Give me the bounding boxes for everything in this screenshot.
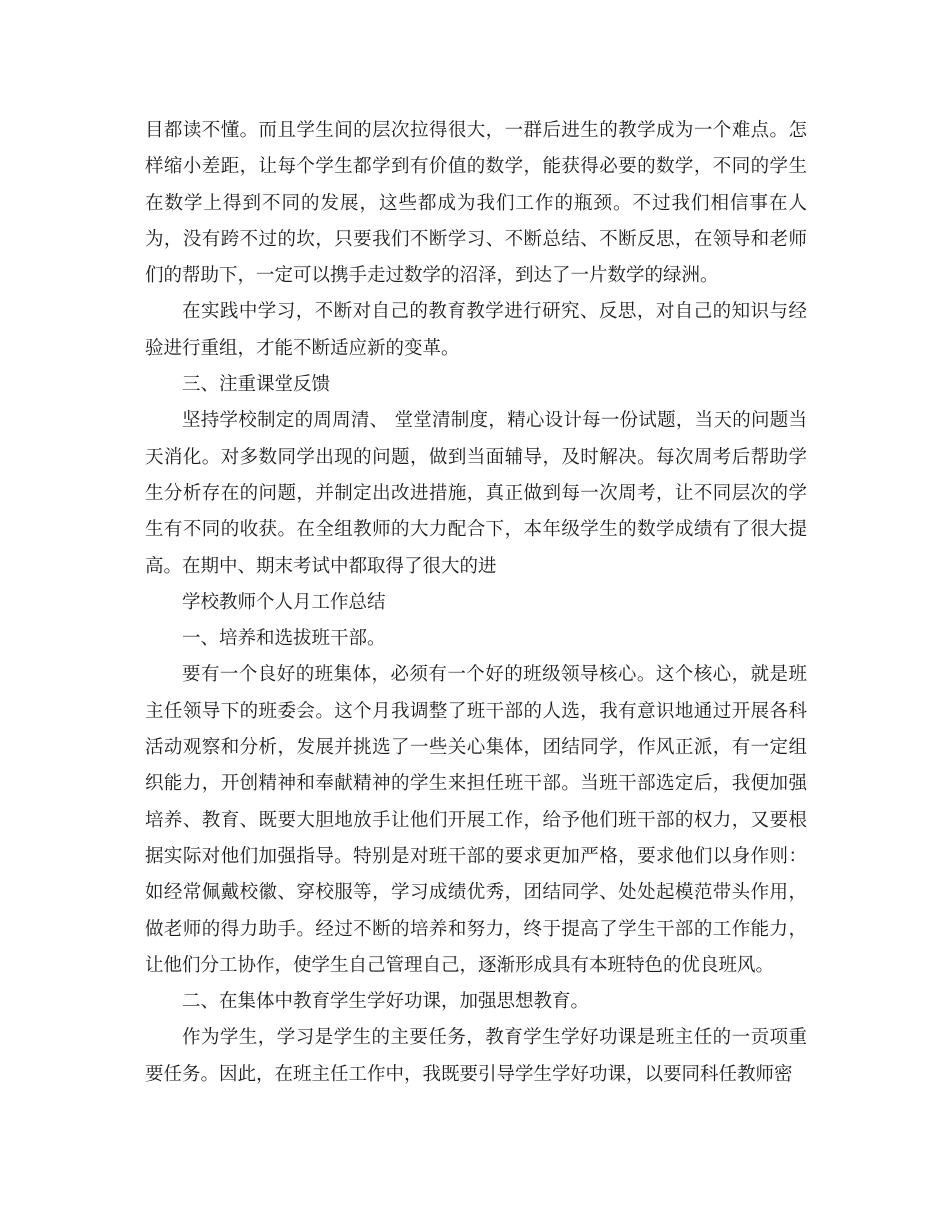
- section-heading: 一、培养和选拔班干部。: [182, 628, 386, 650]
- paragraph: 作为学生，学习是学生的主要任务，教育学生学好功课是班主任的一贡项重要任务。因此，在班主任工作中，我既要引导学生学好功课，以要同科任教师密: [145, 1027, 807, 1085]
- paragraph: 要有一个良好的班集体，必须有一个好的班级领导核心。这个核心，就是班主任领导下的班委会。这个月我调整了班干部的人选，我有意识地通过开展各科活动观察和分析，发展并挑选了一些关心集体，团结同学，作风正派，有一定组织能力，开创精神和奉献精神的学生来担任班干部。当班干部选定后，我便加强培养、教育、既要大胆地放手让他们开展工作，给予他们班干部的权力，又要根据实际对他们加强指导。特别是对班干部的要求更加严格，要求他们以身作则：如经常佩戴校徽、穿校服等，学习成绩优秀，团结同学、处处起模范带头作用，做老师的得力助手。经过不断的培养和努力，终于提高了学生干部的工作能力，让他们分工协作，使学生自己管理自己，逐渐形成具有本班特色的优良班风。: [145, 664, 807, 976]
- section-heading: 二、在集体中教育学生学好功课，加强思想教育。: [182, 991, 590, 1013]
- paragraph-continuation: 目都读不懂。而且学生间的层次拉得很大，一群后进生的教学成为一个难点。怎样缩小差距，让每个学生都学到有价值的数学，能获得必要的数学，不同的学生在数学上得到不同的发展，这些都成为我们工作的瓶颈。不过我们相信事在人为，没有跨不过的坎，只要我们不断学习、不断总结、不断反思，在领导和老师们的帮助下，一定可以携手走过数学的沼泽，到达了一片数学的绿洲。: [145, 120, 807, 287]
- document-body: [145, 113, 807, 1093]
- document-title: 学校教师个人月工作总结: [182, 591, 386, 613]
- paragraph: 坚持学校制定的周周清、 堂堂清制度，精心设计每一份试题，当天的问题当天消化。对多数同学出现的问题，做到当面辅导，及时解决。每次周考后帮助学生分析存在的问题，并制定出改进措施，真正做到每一次周考，让不同层次的学生有不同的收获。在全组教师的大力配合下，本年级学生的数学成绩有了很大提高。在期中、期末考试中都取得了很大的进: [145, 410, 807, 577]
- section-heading: 三、注重课堂反馈: [182, 374, 331, 396]
- paragraph: 在实践中学习，不断对自己的教育教学进行研究、反思，对自己的知识与经验进行重组，才能不断适应新的变革。: [145, 301, 807, 359]
